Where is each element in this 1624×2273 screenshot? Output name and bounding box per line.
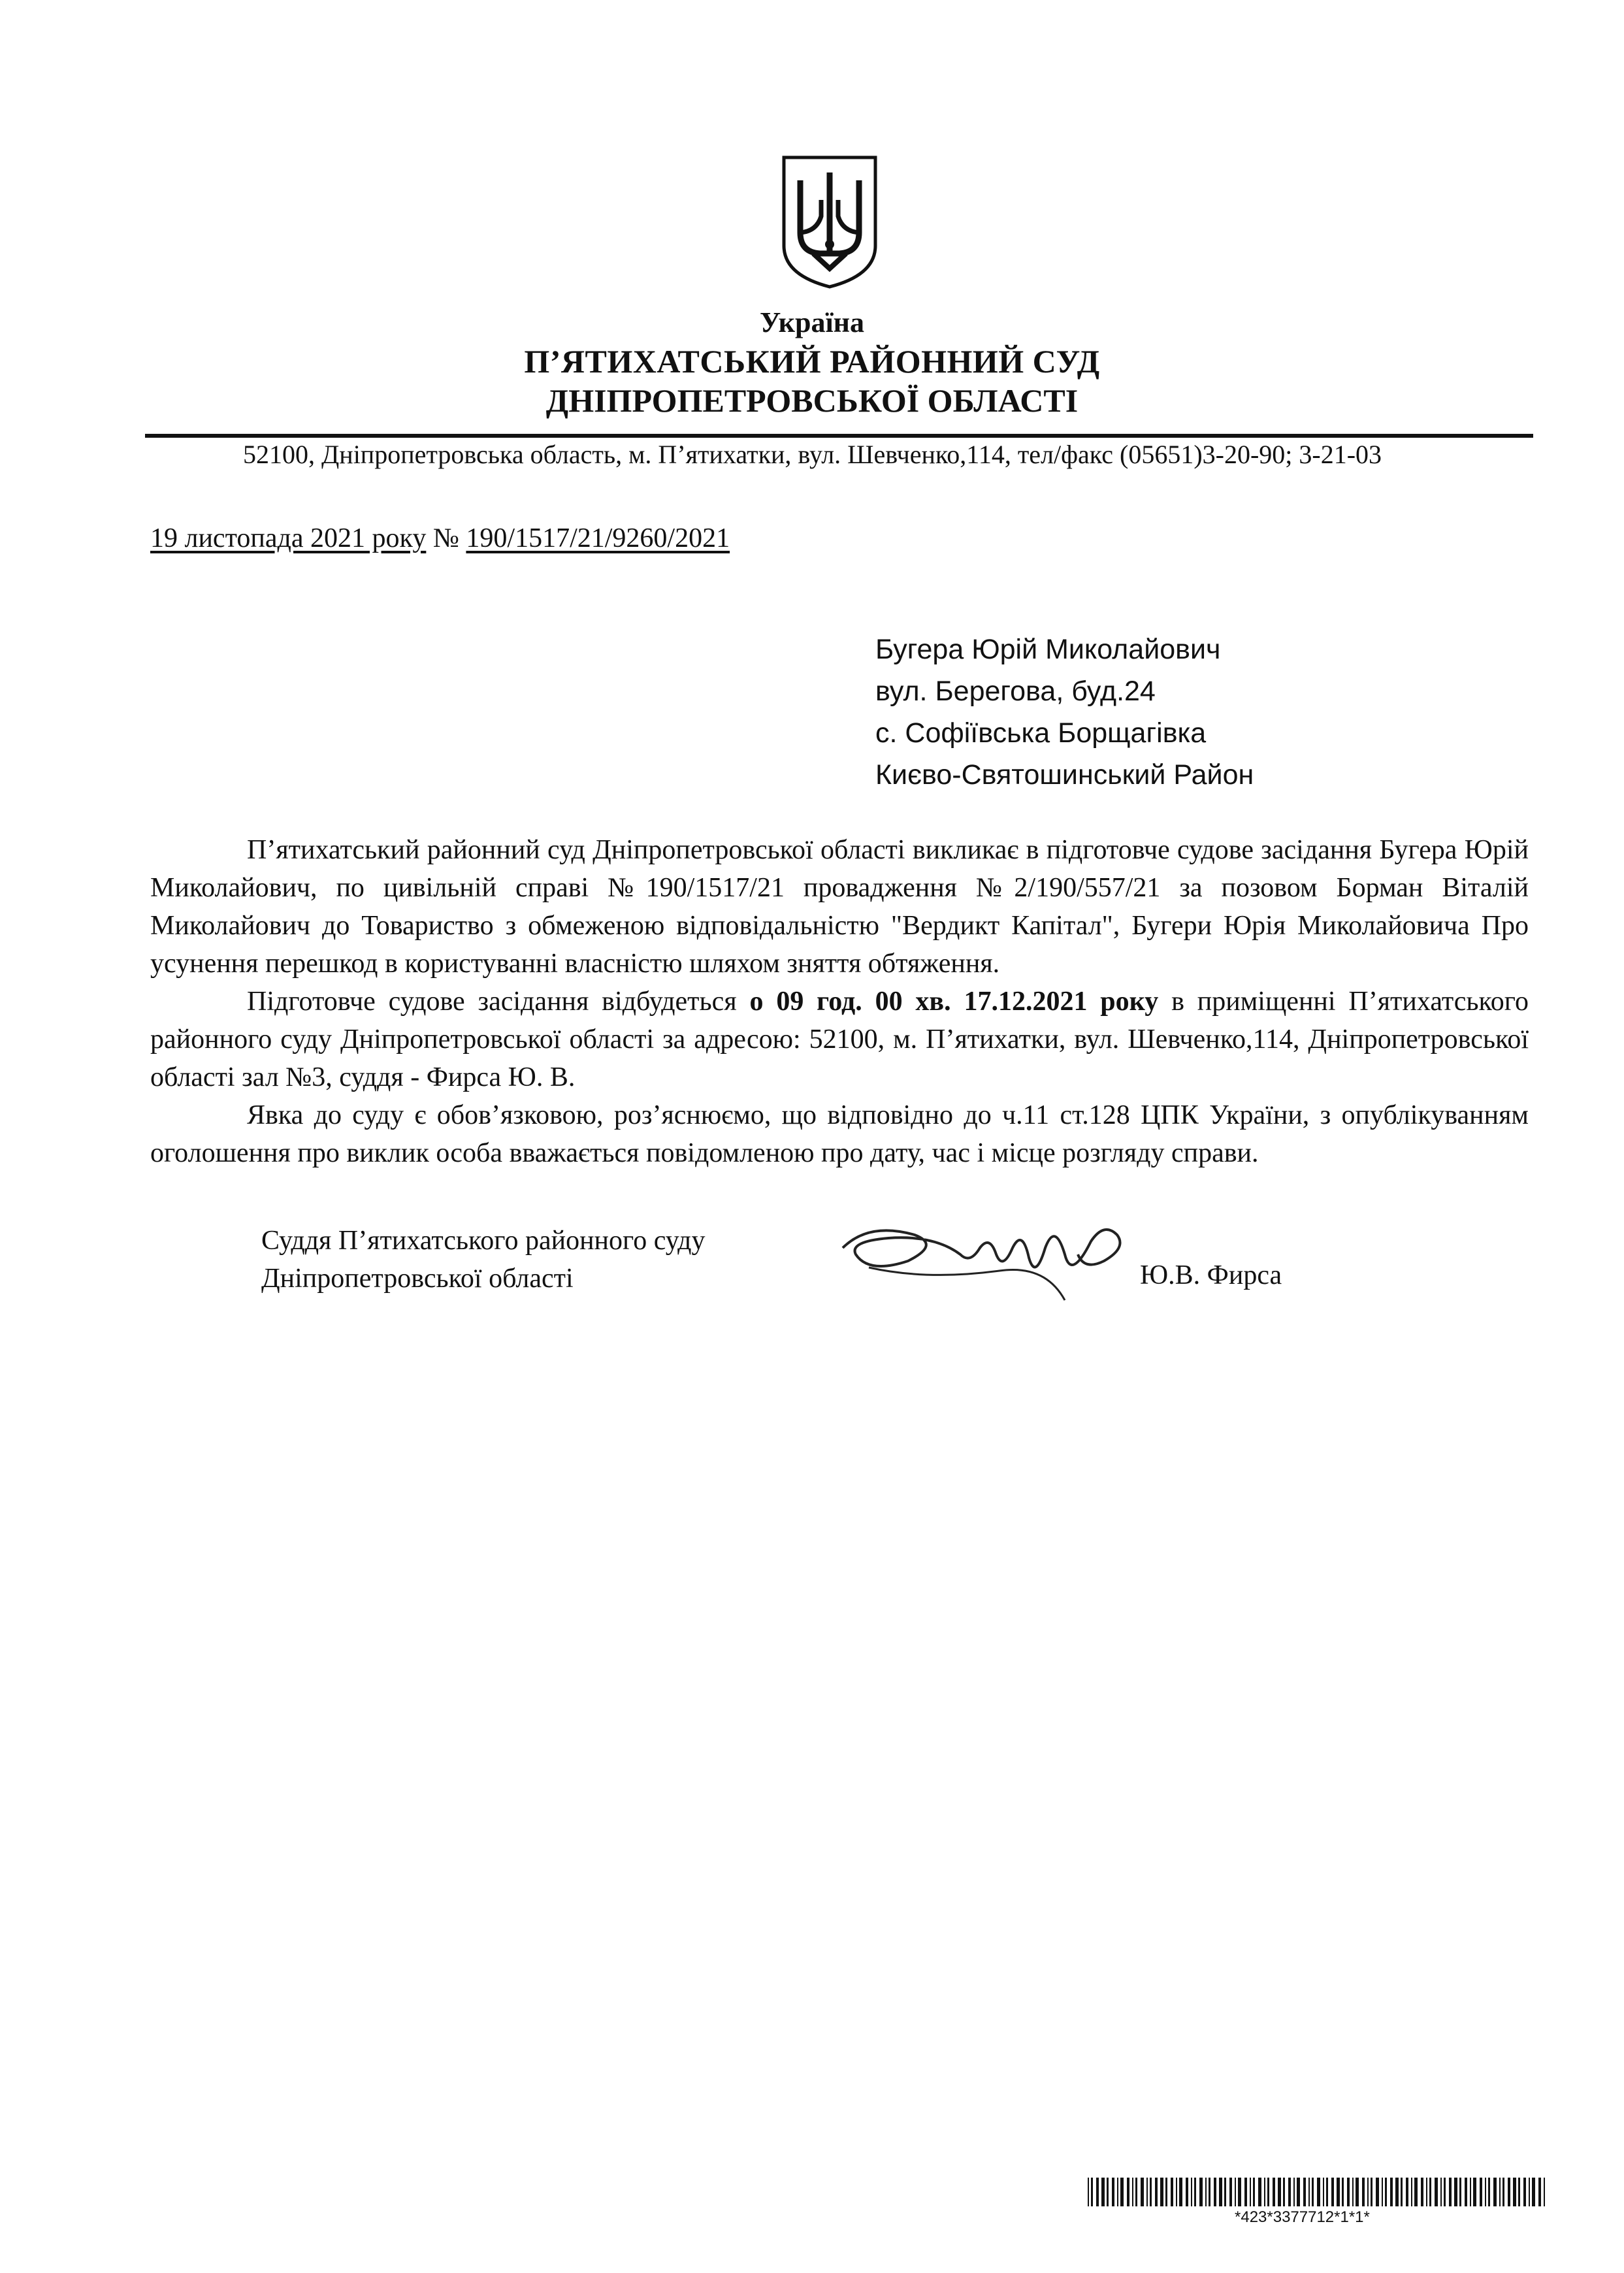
barcode-bar <box>1132 2178 1133 2206</box>
barcode-bar <box>1165 2178 1167 2206</box>
signatory-title-line2: Дніпропетровської області <box>261 1264 574 1294</box>
barcode-bar <box>1312 2178 1314 2206</box>
barcode-bar <box>1317 2178 1320 2206</box>
barcode-bar <box>1171 2178 1173 2206</box>
barcode-bar <box>1454 2178 1457 2206</box>
barcode-bar <box>1194 2178 1196 2206</box>
barcode-bar <box>1367 2178 1369 2206</box>
barcode-bar <box>1101 2178 1105 2206</box>
barcode-bar <box>1224 2178 1226 2206</box>
barcode-bar <box>1297 2178 1300 2206</box>
barcode-bar <box>1406 2178 1408 2206</box>
signatory-title-line1: Суддя П’ятихатського районного суду <box>261 1226 706 1256</box>
barcode-bar <box>1356 2178 1359 2206</box>
barcode-bar <box>1480 2178 1482 2206</box>
barcode-bar <box>1411 2178 1412 2206</box>
barcode-bar <box>1465 2178 1467 2206</box>
barcode-bar <box>1376 2178 1379 2206</box>
barcode-bar <box>1326 2178 1328 2206</box>
barcode-bar <box>1337 2178 1340 2206</box>
barcode-bar <box>1444 2178 1446 2206</box>
barcode-bar <box>1470 2178 1471 2206</box>
barcode-bar <box>1371 2178 1372 2206</box>
handwritten-signature <box>830 1209 1137 1307</box>
barcode-bar <box>1532 2178 1535 2206</box>
recipient-street: вул. Берегова, буд.24 <box>875 676 1156 707</box>
barcode-bar <box>1401 2178 1403 2206</box>
number-sign: № <box>432 523 459 553</box>
body-paragraph-2 <box>150 983 1529 1096</box>
barcode-bar <box>1382 2178 1383 2206</box>
court-name-line2: ДНІПРОПЕТРОВСЬКОЇ ОБЛАСТІ <box>545 382 1079 419</box>
barcode-bar <box>1238 2178 1241 2206</box>
body-p2-text: Підготовче судове засідання відбудеться <box>247 987 750 1017</box>
barcode-bar <box>1141 2178 1144 2206</box>
barcode-bar <box>1186 2178 1188 2206</box>
barcode-bar <box>1421 2178 1423 2206</box>
barcode-bar <box>1473 2178 1476 2206</box>
barcode-bar <box>1331 2178 1334 2206</box>
barcode-bar <box>1179 2178 1182 2206</box>
recipient-block <box>875 629 1254 796</box>
barcode-bar <box>1440 2178 1442 2206</box>
barcode-bar <box>1544 2178 1545 2206</box>
barcode-bar <box>1538 2178 1541 2206</box>
barcode-bar <box>1235 2178 1236 2206</box>
barcode-bar <box>1523 2178 1526 2206</box>
barcode-bar <box>1488 2178 1490 2206</box>
barcode-bar <box>1342 2178 1344 2206</box>
trident-coat-of-arms-icon <box>781 154 879 290</box>
barcode-bar <box>1293 2178 1295 2206</box>
barcode-bar <box>1362 2178 1365 2206</box>
signatory-name: Ю.В. Фирса <box>1140 1260 1282 1290</box>
barcode-bar <box>1127 2178 1129 2206</box>
barcode-bar <box>1288 2178 1291 2206</box>
barcode-bar <box>1449 2178 1452 2206</box>
barcode-bar <box>1229 2178 1232 2206</box>
barcode-bar <box>1493 2178 1497 2206</box>
barcode-bar <box>1502 2178 1504 2206</box>
barcode <box>1088 2178 1545 2206</box>
barcode-bar <box>1191 2178 1192 2206</box>
barcode-bar <box>1518 2178 1520 2206</box>
court-address: 52100, Дніпропетровська область, м. П’ятихатки, вул. Шевченко,114, тел/факс (05651)3-20-90; 3-21-03 <box>243 440 1382 469</box>
barcode-bar <box>1414 2178 1418 2206</box>
barcode-bar <box>1205 2178 1207 2206</box>
barcode-bar <box>1513 2178 1516 2206</box>
barcode-bar <box>1214 2178 1216 2206</box>
barcode-bar <box>1155 2178 1158 2206</box>
recipient-district: Києво-Святошинський Район <box>875 759 1254 791</box>
barcode-bar <box>1096 2178 1099 2206</box>
barcode-bar <box>1499 2178 1501 2206</box>
barcode-bar <box>1508 2178 1510 2206</box>
barcode-bar <box>1459 2178 1461 2206</box>
barcode-bar <box>1112 2178 1114 2206</box>
barcode-bar <box>1395 2178 1399 2206</box>
barcode-bar <box>1273 2178 1275 2206</box>
barcode-bar <box>1150 2178 1152 2206</box>
barcode-bar <box>1160 2178 1163 2206</box>
barcode-bar <box>1120 2178 1124 2206</box>
barcode-bar <box>1429 2178 1431 2206</box>
barcode-bar <box>1258 2178 1261 2206</box>
barcode-bar <box>1426 2178 1427 2206</box>
header-divider <box>145 434 1533 438</box>
hearing-datetime: о 09 год. 00 хв. 17.12.2021 року <box>749 987 1159 1017</box>
barcode-bar <box>1435 2178 1438 2206</box>
barcode-bar <box>1253 2178 1255 2206</box>
barcode-bar <box>1219 2178 1222 2206</box>
barcode-bar <box>1117 2178 1118 2206</box>
body-p2-text-end: в приміщенні П’ятихатського районного суду Дніпропетровської області за адресою: 52100, м. П’ятихатки, вул. Шевченко,114, Дніпропетровської області зал №3, суддя - Фирса Ю. В. <box>150 987 1529 1092</box>
barcode-bar <box>1303 2178 1306 2206</box>
outgoing-number: 190/1517/21/9260/2021 <box>466 523 730 553</box>
barcode-bar <box>1250 2178 1251 2206</box>
barcode-bar <box>1267 2178 1269 2206</box>
barcode-bar <box>1244 2178 1247 2206</box>
barcode-bar <box>1390 2178 1393 2206</box>
barcode-bar <box>1107 2178 1109 2206</box>
country-name: Україна <box>759 306 865 338</box>
barcode-bar <box>1308 2178 1310 2206</box>
barcode-bar <box>1347 2178 1350 2206</box>
barcode-bar <box>1283 2178 1285 2206</box>
barcode-bar <box>1323 2178 1324 2206</box>
barcode-number: *423*3377712*1*1* <box>1235 2208 1370 2226</box>
signatory-title <box>261 1222 706 1298</box>
barcode-bar <box>1199 2178 1203 2206</box>
outgoing-date: 19 листопада 2021 року <box>150 523 427 553</box>
letter-body <box>150 831 1529 1172</box>
body-paragraph-3: Явка до суду є обов’язковою, роз’яснюємо, що відповідно до ч.11 ст.128 ЦПК України, з опублікуванням оголошення про виклик особа вважається повідомленою про дату, час і місце розгляду справи. <box>150 1100 1529 1168</box>
barcode-bar <box>1352 2178 1354 2206</box>
barcode-bar <box>1485 2178 1486 2206</box>
outgoing-reference <box>150 523 730 554</box>
barcode-bar <box>1278 2178 1281 2206</box>
court-name-line1: П’ЯТИХАТСЬКИЙ РАЙОННИЙ СУД <box>524 343 1100 380</box>
barcode-bar <box>1385 2178 1387 2206</box>
barcode-bar <box>1091 2178 1093 2206</box>
barcode-bar <box>1209 2178 1210 2206</box>
barcode-bar <box>1146 2178 1148 2206</box>
recipient-name: Бугера Юрій Миколайович <box>875 634 1221 665</box>
barcode-bar <box>1529 2178 1530 2206</box>
barcode-bar <box>1088 2178 1089 2206</box>
barcode-bar <box>1176 2178 1177 2206</box>
body-paragraph-1: П’ятихатський районний суд Дніпропетровської області викликає в підготовче судове засідання Бугера Юрій Миколайович, по цивільній справі №190/1517/21 провадження №2/190/557/21 за позовом Борман Віталій Миколайович до Товариство з обмеженою відповідальністю "Вердикт Капітал", Бугери Юрія Миколайовича Про усунення перешкод в користуванні власністю шляхом зняття обтяження. <box>150 835 1529 979</box>
recipient-village: с. Софіївська Борщагівка <box>875 717 1207 749</box>
barcode-bar <box>1135 2178 1137 2206</box>
barcode-bar <box>1264 2178 1265 2206</box>
